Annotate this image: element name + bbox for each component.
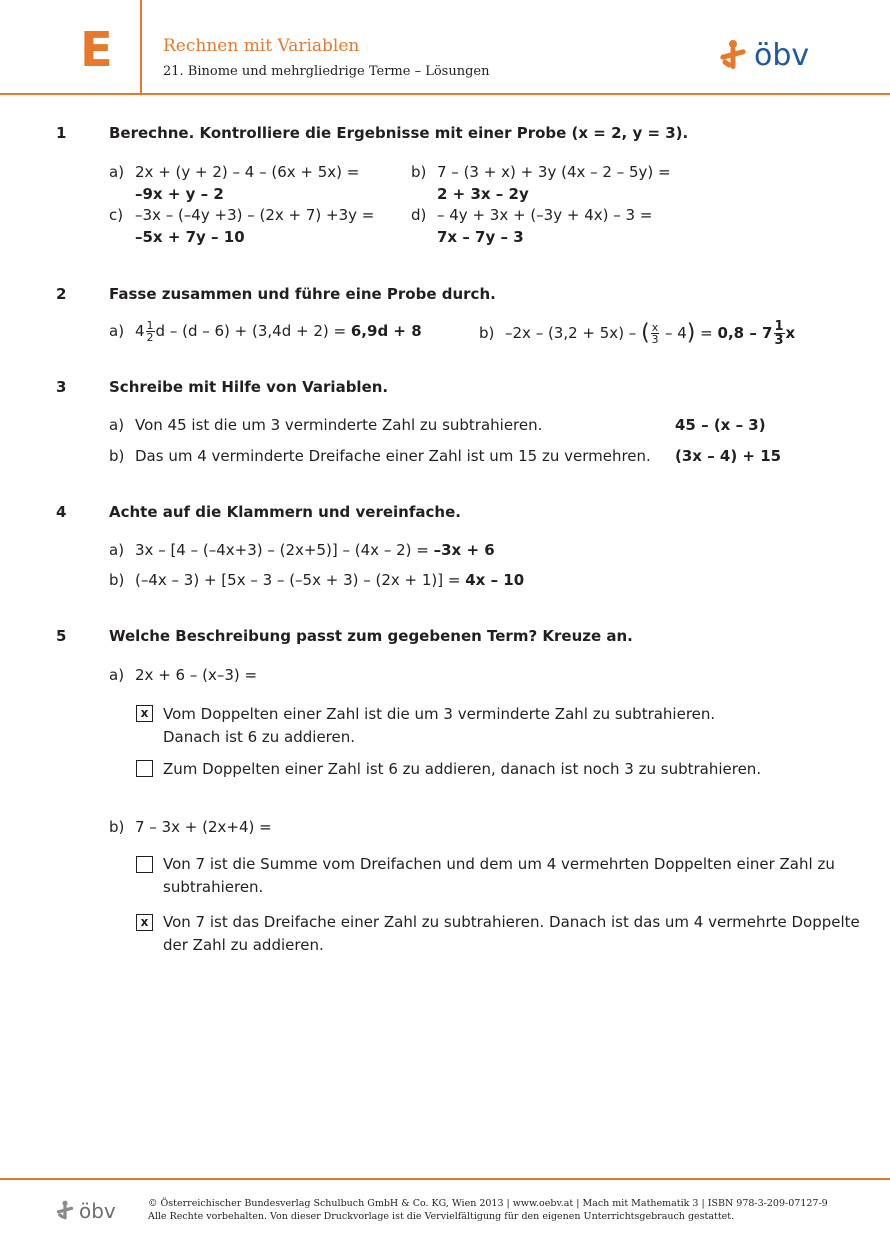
item-label: b) [411,163,427,181]
header-rule [0,93,890,95]
task1-c [109,206,374,224]
close-paren: ) [686,320,696,346]
footer-rule [0,1178,890,1180]
task-title: Berechne. Kontrolliere die Ergebnisse mit einer Probe (x = 2, y = 3). [109,124,689,142]
task-title: Schreibe mit Hilfe von Variablen. [109,378,389,396]
task-number: 5 [56,627,67,645]
task-number: 2 [56,285,67,303]
option-text [163,911,860,957]
denominator: 3 [774,333,784,348]
copyright-line: © Österreichischer Bundesverlag Schulbuch GmbH & Co. KG, Wien 2013 | www.oebv.at | Mach mit Mathematik 3 | ISBN 978-3-209-07127-9 [148,1198,828,1209]
equals: = [700,324,713,342]
option-line: der Zahl zu addieren. [163,936,324,954]
answer-variable: x [785,324,796,342]
answer: –3x + 6 [433,541,495,559]
item-label: b) [109,447,125,465]
option-line: Von 7 ist die Summe vom Dreifachen und dem um 4 vermehrten Doppelten einer Zahl zu [163,855,835,873]
answer: 7x – 7y – 3 [437,228,524,246]
task-title: Fasse zusammen und führe eine Probe durch. [109,285,496,303]
task-number: 4 [56,503,67,521]
task-title: Welche Beschreibung passt zum gegebenen Term? Kreuze an. [109,627,633,645]
rights-line: Alle Rechte vorbehalten. Von dieser Druckvorlage ist die Vervielfältigung für den eigenen Unterrichtsgebrauch gestattet. [148,1211,735,1222]
task1-d [411,206,652,224]
logo-text: öbv [754,38,810,73]
denominator: 3 [651,333,659,346]
option-line: Vom Doppelten einer Zahl ist die um 3 verminderte Zahl zu subtrahieren. [163,705,716,723]
task-number: 3 [56,378,67,396]
expression: 7 – 3x + (2x+4) = [135,818,272,836]
option-text [163,853,835,899]
publisher-logo [716,38,809,73]
numerator: x [651,321,659,334]
fraction [651,322,660,345]
answer-fraction [774,320,785,347]
task2-a [109,320,422,343]
page-title: Rechnen mit Variablen [163,36,360,56]
expression: d – (d – 6) + (3,4d + 2) = [155,322,347,340]
option-text [163,758,761,781]
answer: 0,8 – 7 [717,324,773,342]
answer: 4x – 10 [465,571,525,589]
expression: –2x – (3,2 + 5x) – [505,324,637,342]
chapter-letter: E [80,22,113,78]
item-label: a) [109,163,125,181]
item-label: a) [109,416,125,434]
checkbox[interactable] [136,856,153,873]
answer: 6,9d + 8 [350,322,422,340]
header-divider [140,0,142,94]
open-paren: ( [641,320,650,346]
star-icon [716,39,750,73]
expression: – 4 [664,324,687,342]
numerator: 1 [774,319,784,334]
item-label: b) [479,324,495,342]
answer: 45 – (x – 3) [675,416,766,434]
task-title: Achte auf die Klammern und vereinfache. [109,503,461,521]
answer: –9x + y – 2 [135,185,224,203]
fraction [146,320,155,343]
item-label: b) [109,818,125,836]
item-label: a) [109,666,125,684]
item-label: d) [411,206,427,224]
footer-logo [54,1199,116,1223]
checkbox-checked[interactable]: x [136,705,153,722]
answer: (3x – 4) + 15 [675,447,782,465]
expression: 2x + 6 – (x–3) = [135,666,258,684]
task5-b [109,818,272,836]
task4-b [109,571,524,589]
checkbox[interactable] [136,760,153,777]
numerator: 1 [146,319,154,332]
item-label: c) [109,206,124,224]
answer: –5x + 7y – 10 [135,228,245,246]
star-icon [54,1200,76,1222]
page-subtitle: 21. Binome und mehrgliedrige Terme – Lösungen [163,64,490,79]
task2-b [479,320,795,347]
option-line: Von 7 ist das Dreifache einer Zahl zu subtrahieren. Danach ist das um 4 vermehrte Doppelte [163,913,860,931]
statement: Von 45 ist die um 3 verminderte Zahl zu subtrahieren. [135,416,543,434]
option-line: Zum Doppelten einer Zahl ist 6 zu addieren, danach ist noch 3 zu subtrahieren. [163,760,762,778]
denominator: 2 [146,331,154,344]
expression: – 4y + 3x + (–3y + 4x) – 3 = [437,206,653,224]
task5-a [109,666,257,684]
item-label: a) [109,541,125,559]
item-label: b) [109,571,125,589]
item-label: a) [109,322,125,340]
expression: (–4x – 3) + [5x – 3 – (–5x + 3) – (2x + 1)] = [135,571,461,589]
expression: 7 – (3 + x) + 3y (4x – 2 – 5y) = [437,163,671,181]
mixed-number-whole: 4 [135,322,145,340]
task4-a [109,541,495,559]
task3-a [109,416,542,434]
option-line: Danach ist 6 zu addieren. [163,728,356,746]
task1-a [109,163,359,181]
option-line: subtrahieren. [163,878,264,896]
task-number: 1 [56,124,67,142]
task3-b [109,447,651,465]
expression: 2x + (y + 2) – 4 – (6x + 5x) = [135,163,360,181]
task1-b [411,163,671,181]
logo-text: öbv [79,1199,116,1223]
checkbox-checked[interactable]: x [136,914,153,931]
option-text [163,703,715,749]
expression: 3x – [4 – (–4x+3) – (2x+5)] – (4x – 2) = [135,541,429,559]
expression: –3x – (–4y +3) – (2x + 7) +3y = [135,206,375,224]
answer: 2 + 3x – 2y [437,185,529,203]
statement: Das um 4 verminderte Dreifache einer Zahl ist um 15 zu vermehren. [135,447,651,465]
